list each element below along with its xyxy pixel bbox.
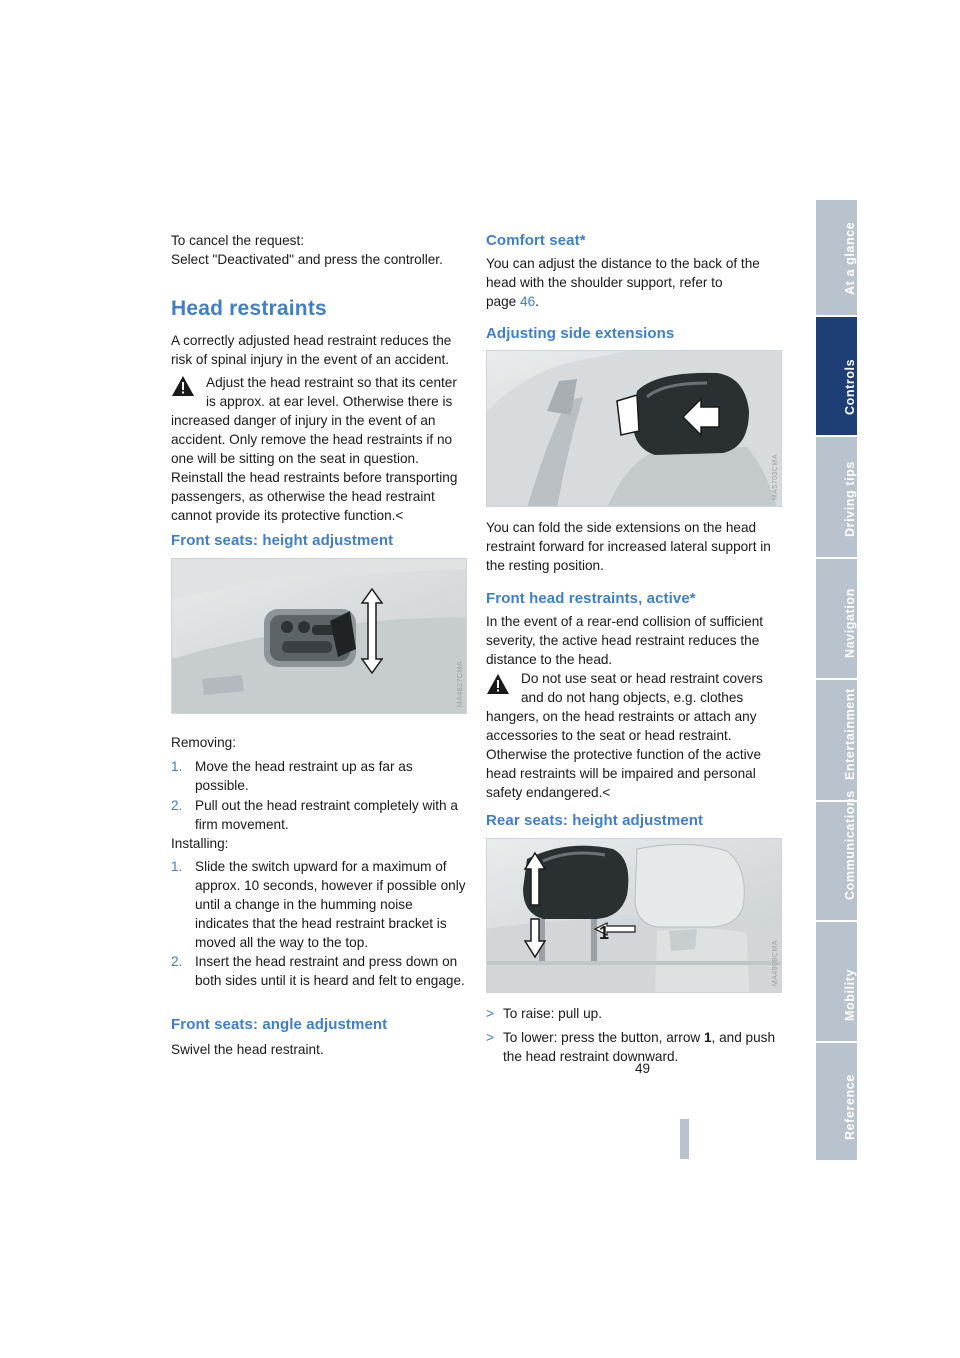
step-number: 2.	[171, 954, 183, 969]
seat-switch-illustration	[172, 559, 467, 714]
installing-label: Installing:	[171, 836, 229, 851]
installing-step-2	[171, 952, 467, 1009]
arrow-number: 1	[703, 1030, 712, 1045]
chapter-tab-mobility[interactable]	[816, 921, 857, 1041]
chapter-tab-at-a-glance[interactable]	[816, 199, 857, 315]
chapter-tab-label: Driving tips	[842, 461, 857, 537]
step-number: 1.	[171, 859, 183, 874]
side-extensions-text: You can fold the side extensions on the head restraint forward for increased lateral support in the resting position.	[486, 520, 771, 573]
page-number: 49	[635, 1061, 651, 1076]
chapter-tab-label: At a glance	[842, 221, 857, 295]
page-ref-prefix: page	[486, 294, 521, 309]
figure-code: MA4827CMA	[457, 660, 464, 707]
rear-lower-item	[486, 1028, 782, 1066]
active-head-restraints-heading: Front head restraints, active*	[486, 590, 696, 607]
removing-step-2	[171, 796, 467, 834]
chapter-tab-label: Mobility	[842, 968, 857, 1021]
warning-icon	[486, 673, 510, 695]
rear-seat-height-figure	[486, 838, 782, 993]
item-text-before: To lower: press the button, arrow	[503, 1030, 704, 1045]
page-46-link[interactable]: 46	[520, 294, 536, 309]
head-restraints-intro: A correctly adjusted head restraint reduces the risk of spinal injury in the event of an accident.	[171, 333, 452, 367]
head-restraint-warning-rest: increased danger of injury in the event of an accident. Only remove the head restraints if no one will be sitting on the seat in question. Reinstall the head restraints before transporting passengers, as otherwise the head restraint cannot provide its protective function.<	[171, 413, 458, 523]
cancel-request-label: To cancel the request:	[171, 233, 304, 248]
chapter-tab-label: Communications	[842, 790, 857, 900]
side-extensions-figure	[486, 350, 782, 507]
chapter-tabs	[816, 199, 857, 1160]
arrow-1-marker: 1	[599, 923, 610, 943]
warning-icon	[171, 375, 195, 397]
page-ref-suffix: .	[535, 294, 539, 309]
front-height-heading: Front seats: height adjustment	[171, 532, 394, 549]
chapter-tab-label: Controls	[842, 358, 857, 415]
head-restraints-heading: Head restraints	[171, 297, 327, 320]
rear-height-heading: Rear seats: height adjustment	[486, 812, 704, 829]
chapter-tab-controls[interactable]	[816, 316, 857, 435]
active-warning-rest: hangers, on the head restraints or attach any accessories to the seat or head restraint. Otherwise the protective function of the active head restraints will be impaired and personal safety endangered.<	[486, 709, 762, 800]
chapter-tab-label: Navigation	[842, 588, 857, 658]
rear-raise-item	[486, 1004, 782, 1023]
headrest-side-extension-illustration	[487, 351, 782, 507]
front-angle-text: Swivel the head restraint.	[171, 1042, 324, 1057]
item-text: To raise: pull up.	[503, 1006, 602, 1021]
chapter-tab-reference[interactable]	[816, 1042, 857, 1160]
bullet-marker: >	[486, 1030, 494, 1045]
step-text: Move the head restraint up as far as possible.	[195, 759, 413, 793]
active-warning-first: Do not use seat or head restraint covers and do not hang objects, e.g. clothes	[521, 671, 763, 705]
step-number: 1.	[171, 759, 183, 774]
step-text: Insert the head restraint and press down on both sides until it is heard and felt to engage.	[195, 954, 465, 988]
chapter-tab-label: Reference	[842, 1074, 857, 1140]
active-head-restraints-text: In the event of a rear-end collision of sufficient severity, the active head restraint reduces the distance to the head.	[486, 614, 764, 667]
cancel-request-instruction: Select "Deactivated" and press the controller.	[171, 252, 443, 267]
item-text-after: , and push the head restraint downward.	[503, 1030, 776, 1064]
chapter-tab-driving-tips[interactable]	[816, 436, 857, 557]
step-number: 2.	[171, 798, 183, 813]
bullet-marker: >	[486, 1006, 494, 1021]
side-extensions-heading: Adjusting side extensions	[486, 325, 675, 342]
rear-headrest-illustration	[487, 839, 782, 993]
step-text: Slide the switch upward for a maximum of approx. 10 seconds, however if possible only until a change in the humming noise indicates that the head restraint bracket is moved all the way to the top.	[195, 859, 466, 950]
comfort-seat-heading: Comfort seat*	[486, 232, 586, 249]
front-angle-heading: Front seats: angle adjustment	[171, 1016, 388, 1033]
removing-label: Removing:	[171, 735, 236, 750]
installing-step-1	[171, 857, 467, 952]
front-seat-height-figure	[171, 558, 467, 714]
page-number-bar	[680, 1119, 689, 1159]
step-text: Pull out the head restraint completely with a firm movement.	[195, 798, 458, 832]
chapter-tab-navigation[interactable]	[816, 558, 857, 678]
figure-code: MA5703CMA	[772, 453, 779, 500]
figure-code: MA4808CMA	[772, 939, 779, 986]
removing-step-1	[171, 757, 467, 795]
chapter-tab-entertainment[interactable]	[816, 679, 857, 800]
head-restraint-warning-first: Adjust the head restraint so that its center is approx. at ear level. Otherwise there is	[206, 375, 457, 409]
chapter-tab-communications[interactable]	[816, 790, 857, 920]
comfort-seat-page-ref	[486, 292, 539, 311]
chapter-tab-label: Entertainment	[842, 688, 857, 780]
comfort-seat-text: You can adjust the distance to the back of the head with the shoulder support, refer to	[486, 256, 760, 290]
